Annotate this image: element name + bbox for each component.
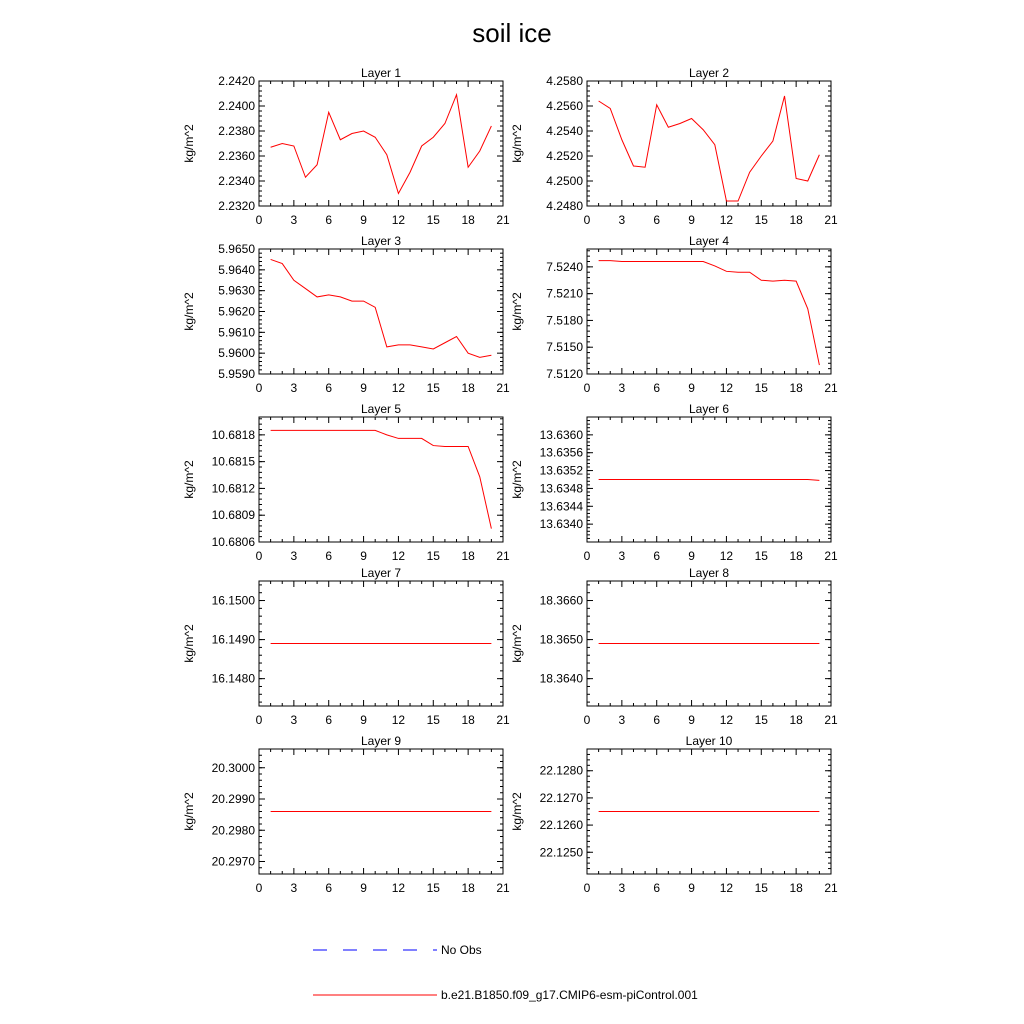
- x-tick-label: 18: [789, 881, 803, 895]
- plot-frame: [259, 249, 503, 374]
- x-tick-label: 18: [461, 213, 475, 227]
- y-tick-label: 7.5150: [546, 340, 583, 355]
- panel-layer-6: [510, 402, 838, 563]
- x-tick-label: 12: [719, 381, 734, 395]
- legend-label-no-obs: No Obs: [441, 943, 482, 957]
- x-tick-label: 6: [325, 381, 333, 395]
- x-tick-label: 15: [426, 549, 440, 563]
- panel-title: Layer 7: [360, 566, 402, 580]
- panel-title: Layer 5: [360, 402, 402, 416]
- y-axis-label: kg/m^2: [182, 792, 196, 831]
- series-line-model: [599, 261, 820, 365]
- x-tick-label: 12: [719, 549, 734, 563]
- x-tick-label: 12: [391, 881, 406, 895]
- y-tick-label: 20.2980: [211, 823, 255, 838]
- x-tick-label: 3: [290, 381, 298, 395]
- x-tick-label: 9: [688, 381, 695, 395]
- x-tick-label: 0: [255, 549, 263, 563]
- x-tick-label: 18: [461, 549, 475, 563]
- x-tick-label: 3: [618, 549, 626, 563]
- y-tick-label: 22.1260: [539, 818, 583, 833]
- y-tick-label: 5.9640: [218, 262, 255, 277]
- y-axis-label: kg/m^2: [182, 292, 196, 331]
- x-tick-label: 9: [360, 549, 367, 563]
- y-tick-label: 2.2380: [218, 124, 255, 138]
- y-tick-label: 22.1280: [539, 763, 583, 778]
- y-tick-label: 10.6815: [211, 454, 255, 469]
- y-axis-label: kg/m^2: [182, 124, 196, 163]
- y-axis-label: kg/m^2: [510, 292, 524, 331]
- y-tick-label: 16.1480: [211, 671, 255, 686]
- x-tick-label: 9: [360, 381, 367, 395]
- y-tick-label: 4.2520: [546, 149, 583, 163]
- x-tick-label: 0: [583, 213, 591, 227]
- x-tick-label: 21: [824, 713, 838, 727]
- y-tick-label: 13.6348: [539, 481, 583, 496]
- x-tick-label: 6: [653, 881, 661, 895]
- x-tick-label: 9: [688, 713, 695, 727]
- x-tick-label: 18: [789, 549, 803, 563]
- x-tick-label: 3: [618, 213, 626, 227]
- y-tick-label: 5.9620: [218, 304, 255, 319]
- x-tick-label: 9: [360, 713, 367, 727]
- panel-title: Layer 6: [688, 402, 730, 416]
- y-tick-label: 16.1500: [211, 593, 255, 608]
- figure-title: soil ice: [472, 18, 552, 48]
- x-tick-label: 18: [461, 381, 475, 395]
- x-tick-label: 9: [688, 213, 695, 227]
- x-tick-label: 0: [583, 381, 591, 395]
- x-tick-label: 0: [255, 881, 263, 895]
- panel-title: Layer 9: [360, 734, 402, 748]
- y-axis-label: kg/m^2: [510, 624, 524, 663]
- x-tick-label: 18: [789, 213, 803, 227]
- y-axis-label: kg/m^2: [182, 624, 196, 663]
- plot-frame: [587, 249, 831, 374]
- plot-frame: [259, 417, 503, 542]
- series-line-model: [271, 430, 492, 528]
- series-line-model: [599, 96, 820, 201]
- legend: [313, 943, 698, 1002]
- y-tick-label: 4.2500: [546, 174, 583, 188]
- panel-title: Layer 3: [360, 234, 402, 248]
- y-axis-label: kg/m^2: [510, 792, 524, 831]
- x-tick-label: 18: [461, 713, 475, 727]
- x-tick-label: 9: [360, 213, 367, 227]
- y-tick-label: 13.6344: [539, 499, 583, 514]
- series-line-model: [271, 95, 492, 194]
- panel-title: Layer 2: [688, 66, 730, 80]
- x-tick-label: 21: [496, 381, 510, 395]
- y-tick-label: 5.9610: [218, 325, 255, 340]
- y-tick-label: 13.6356: [539, 445, 583, 460]
- y-tick-label: 18.3640: [539, 671, 583, 686]
- x-tick-label: 18: [461, 881, 475, 895]
- panel-layer-8: [510, 566, 838, 727]
- y-tick-label: 5.9600: [218, 346, 255, 361]
- x-tick-label: 3: [618, 881, 626, 895]
- x-tick-label: 0: [255, 713, 263, 727]
- x-tick-label: 21: [824, 881, 838, 895]
- y-tick-label: 13.6352: [539, 463, 583, 478]
- x-tick-label: 0: [583, 549, 591, 563]
- x-tick-label: 12: [391, 213, 406, 227]
- y-tick-label: 10.6806: [211, 535, 255, 549]
- y-tick-label: 20.2990: [211, 792, 255, 806]
- x-tick-label: 15: [754, 381, 768, 395]
- y-tick-label: 2.2420: [218, 74, 255, 88]
- x-tick-label: 15: [426, 881, 440, 895]
- y-tick-label: 2.2320: [218, 199, 255, 213]
- panel-title: Layer 1: [360, 66, 402, 80]
- x-tick-label: 15: [754, 713, 768, 727]
- x-tick-label: 12: [719, 713, 734, 727]
- x-tick-label: 21: [496, 213, 510, 227]
- panel-layer-5: [182, 402, 510, 563]
- x-tick-label: 0: [255, 213, 263, 227]
- y-axis-label: kg/m^2: [510, 124, 524, 163]
- x-tick-label: 12: [391, 549, 406, 563]
- x-tick-label: 18: [789, 713, 803, 727]
- x-tick-label: 6: [653, 713, 661, 727]
- x-tick-label: 15: [426, 381, 440, 395]
- x-tick-label: 12: [719, 213, 734, 227]
- y-tick-label: 16.1490: [211, 632, 255, 647]
- x-tick-label: 6: [653, 213, 661, 227]
- panel-layer-3: [182, 234, 510, 395]
- y-tick-label: 22.1270: [539, 790, 583, 805]
- panel-layer-2: [510, 66, 838, 227]
- x-tick-label: 12: [391, 713, 406, 727]
- y-axis-label: kg/m^2: [510, 460, 524, 499]
- y-tick-label: 7.5240: [546, 259, 583, 274]
- x-tick-label: 3: [290, 881, 298, 895]
- x-tick-label: 0: [255, 381, 263, 395]
- panel-layer-1: [182, 66, 510, 227]
- x-tick-label: 15: [426, 713, 440, 727]
- x-tick-label: 15: [754, 213, 768, 227]
- x-tick-label: 9: [688, 549, 695, 563]
- panel-layer-7: [182, 566, 510, 727]
- series-line-model: [599, 480, 820, 481]
- y-tick-label: 18.3650: [539, 632, 583, 647]
- y-tick-label: 5.9590: [218, 367, 255, 381]
- x-tick-label: 6: [653, 549, 661, 563]
- x-tick-label: 3: [290, 713, 298, 727]
- y-tick-label: 13.6340: [539, 517, 583, 532]
- x-tick-label: 6: [325, 213, 333, 227]
- y-tick-label: 7.5120: [546, 367, 583, 381]
- x-tick-label: 21: [824, 213, 838, 227]
- x-tick-label: 21: [496, 713, 510, 727]
- y-tick-label: 20.2970: [211, 854, 255, 869]
- y-tick-label: 4.2560: [546, 99, 583, 113]
- panel-title: Layer 4: [688, 234, 730, 248]
- x-tick-label: 12: [719, 881, 734, 895]
- x-tick-label: 21: [496, 881, 510, 895]
- x-tick-label: 0: [583, 881, 591, 895]
- panel-layer-10: [510, 734, 838, 895]
- y-tick-label: 10.6809: [211, 508, 255, 523]
- y-tick-label: 2.2360: [218, 149, 255, 163]
- x-tick-label: 0: [583, 713, 591, 727]
- panel-layer-4: [510, 234, 838, 395]
- y-tick-label: 18.3660: [539, 593, 583, 608]
- x-tick-label: 18: [789, 381, 803, 395]
- y-tick-label: 13.6360: [539, 427, 583, 442]
- panel-title: Layer 10: [685, 734, 733, 748]
- y-tick-label: 7.5180: [546, 313, 583, 328]
- y-tick-label: 4.2580: [546, 74, 583, 88]
- y-tick-label: 20.3000: [211, 760, 255, 775]
- series-line-model: [271, 259, 492, 357]
- x-tick-label: 3: [618, 713, 626, 727]
- panels-grid: [182, 66, 838, 895]
- x-tick-label: 3: [290, 213, 298, 227]
- x-tick-label: 6: [325, 881, 333, 895]
- x-tick-label: 9: [360, 881, 367, 895]
- x-tick-label: 21: [824, 381, 838, 395]
- y-tick-label: 2.2400: [218, 99, 255, 113]
- plot-frame: [259, 81, 503, 206]
- y-tick-label: 22.1250: [539, 845, 583, 860]
- y-tick-label: 5.9650: [218, 242, 255, 256]
- x-tick-label: 15: [426, 213, 440, 227]
- x-tick-label: 12: [391, 381, 406, 395]
- y-tick-label: 10.6818: [211, 427, 255, 442]
- x-tick-label: 3: [290, 549, 298, 563]
- x-tick-label: 21: [496, 549, 510, 563]
- y-axis-label: kg/m^2: [182, 460, 196, 499]
- legend-label-model: b.e21.B1850.f09_g17.CMIP6-esm-piControl.001: [441, 988, 698, 1002]
- x-tick-label: 6: [325, 549, 333, 563]
- x-tick-label: 6: [653, 381, 661, 395]
- y-tick-label: 7.5210: [546, 286, 583, 301]
- panel-title: Layer 8: [688, 566, 730, 580]
- panel-layer-9: [182, 734, 510, 895]
- y-tick-label: 5.9630: [218, 283, 255, 298]
- x-tick-label: 15: [754, 881, 768, 895]
- x-tick-label: 3: [618, 381, 626, 395]
- y-tick-label: 4.2480: [546, 199, 583, 213]
- y-tick-label: 2.2340: [218, 174, 255, 188]
- x-tick-label: 21: [824, 549, 838, 563]
- x-tick-label: 9: [688, 881, 695, 895]
- x-tick-label: 6: [325, 713, 333, 727]
- x-tick-label: 15: [754, 549, 768, 563]
- y-tick-label: 10.6812: [211, 481, 255, 496]
- y-tick-label: 4.2540: [546, 124, 583, 138]
